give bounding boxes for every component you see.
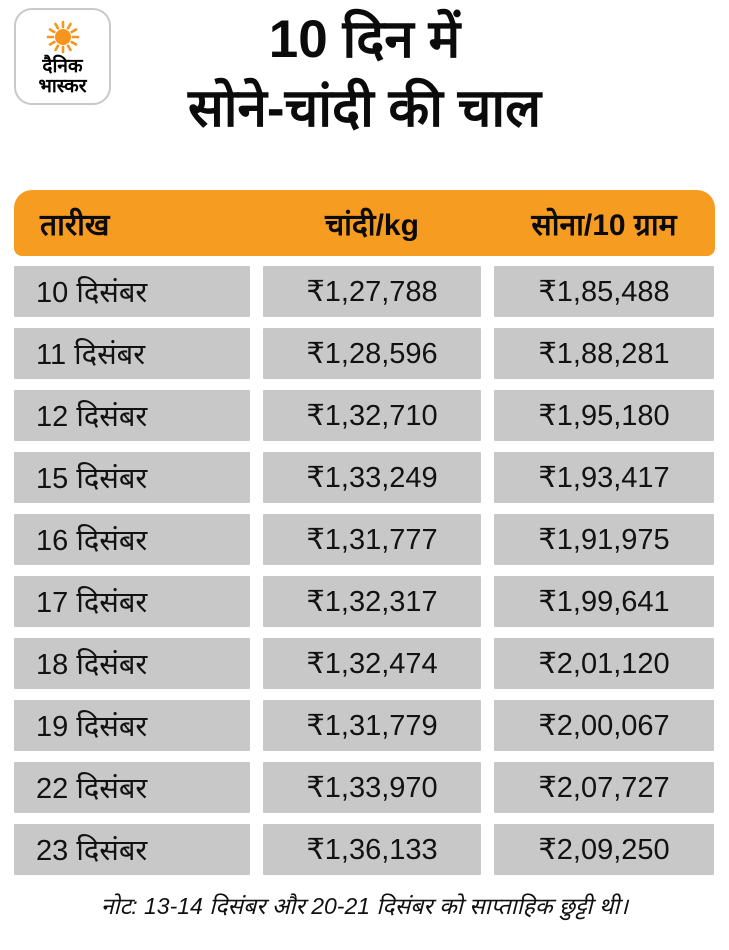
gold-price-cell: ₹1,85,488 bbox=[494, 266, 714, 317]
date-cell: 15 दिसंबर bbox=[14, 452, 250, 503]
silver-price-cell: ₹1,27,788 bbox=[263, 266, 481, 317]
header-silver: चांदी/kg bbox=[325, 208, 419, 242]
table-row bbox=[14, 576, 715, 627]
header-gold: सोना/10 ग्राम bbox=[531, 208, 677, 242]
brand-name-line1: दैनिक bbox=[42, 55, 83, 77]
gold-price-cell: ₹2,09,250 bbox=[494, 824, 714, 875]
date-cell: 11 दिसंबर bbox=[14, 328, 250, 379]
table-header-row bbox=[14, 190, 715, 256]
date-cell: 10 दिसंबर bbox=[14, 266, 250, 317]
brand-name-line2: भास्कर bbox=[38, 75, 87, 97]
table-row bbox=[14, 266, 715, 317]
silver-price-cell: ₹1,32,474 bbox=[263, 638, 481, 689]
table-row bbox=[14, 700, 715, 751]
table-row bbox=[14, 638, 715, 689]
table-row bbox=[14, 390, 715, 441]
header-date: तारीख bbox=[40, 208, 110, 242]
silver-price-cell: ₹1,31,779 bbox=[263, 700, 481, 751]
table-row bbox=[14, 514, 715, 565]
date-cell: 23 दिसंबर bbox=[14, 824, 250, 875]
gold-price-cell: ₹2,01,120 bbox=[494, 638, 714, 689]
page-title-line1: 10 दिन में bbox=[268, 10, 461, 69]
gold-price-cell: ₹2,00,067 bbox=[494, 700, 714, 751]
silver-price-cell: ₹1,32,710 bbox=[263, 390, 481, 441]
date-cell: 22 दिसंबर bbox=[14, 762, 250, 813]
silver-price-cell: ₹1,33,249 bbox=[263, 452, 481, 503]
silver-price-cell: ₹1,36,133 bbox=[263, 824, 481, 875]
page-title-line2: सोने-चांदी की चाल bbox=[187, 78, 542, 138]
gold-price-cell: ₹2,07,727 bbox=[494, 762, 714, 813]
table-row bbox=[14, 452, 715, 503]
gold-price-cell: ₹1,91,975 bbox=[494, 514, 714, 565]
gold-price-cell: ₹1,95,180 bbox=[494, 390, 714, 441]
silver-price-cell: ₹1,31,777 bbox=[263, 514, 481, 565]
gold-price-cell: ₹1,88,281 bbox=[494, 328, 714, 379]
table-row bbox=[14, 824, 715, 875]
gold-price-cell: ₹1,99,641 bbox=[494, 576, 714, 627]
date-cell: 12 दिसंबर bbox=[14, 390, 250, 441]
date-cell: 17 दिसंबर bbox=[14, 576, 250, 627]
date-cell: 19 दिसंबर bbox=[14, 700, 250, 751]
gold-price-cell: ₹1,93,417 bbox=[494, 452, 714, 503]
silver-price-cell: ₹1,32,317 bbox=[263, 576, 481, 627]
silver-price-cell: ₹1,33,970 bbox=[263, 762, 481, 813]
table-row bbox=[14, 762, 715, 813]
price-table bbox=[14, 190, 715, 886]
footnote: नोट: 13-14 दिसंबर और 20-21 दिसंबर को साप्ताहिक छुट्टी थी। bbox=[100, 893, 629, 919]
date-cell: 16 दिसंबर bbox=[14, 514, 250, 565]
table-row bbox=[14, 328, 715, 379]
page-title bbox=[0, 6, 729, 144]
silver-price-cell: ₹1,28,596 bbox=[263, 328, 481, 379]
date-cell: 18 दिसंबर bbox=[14, 638, 250, 689]
